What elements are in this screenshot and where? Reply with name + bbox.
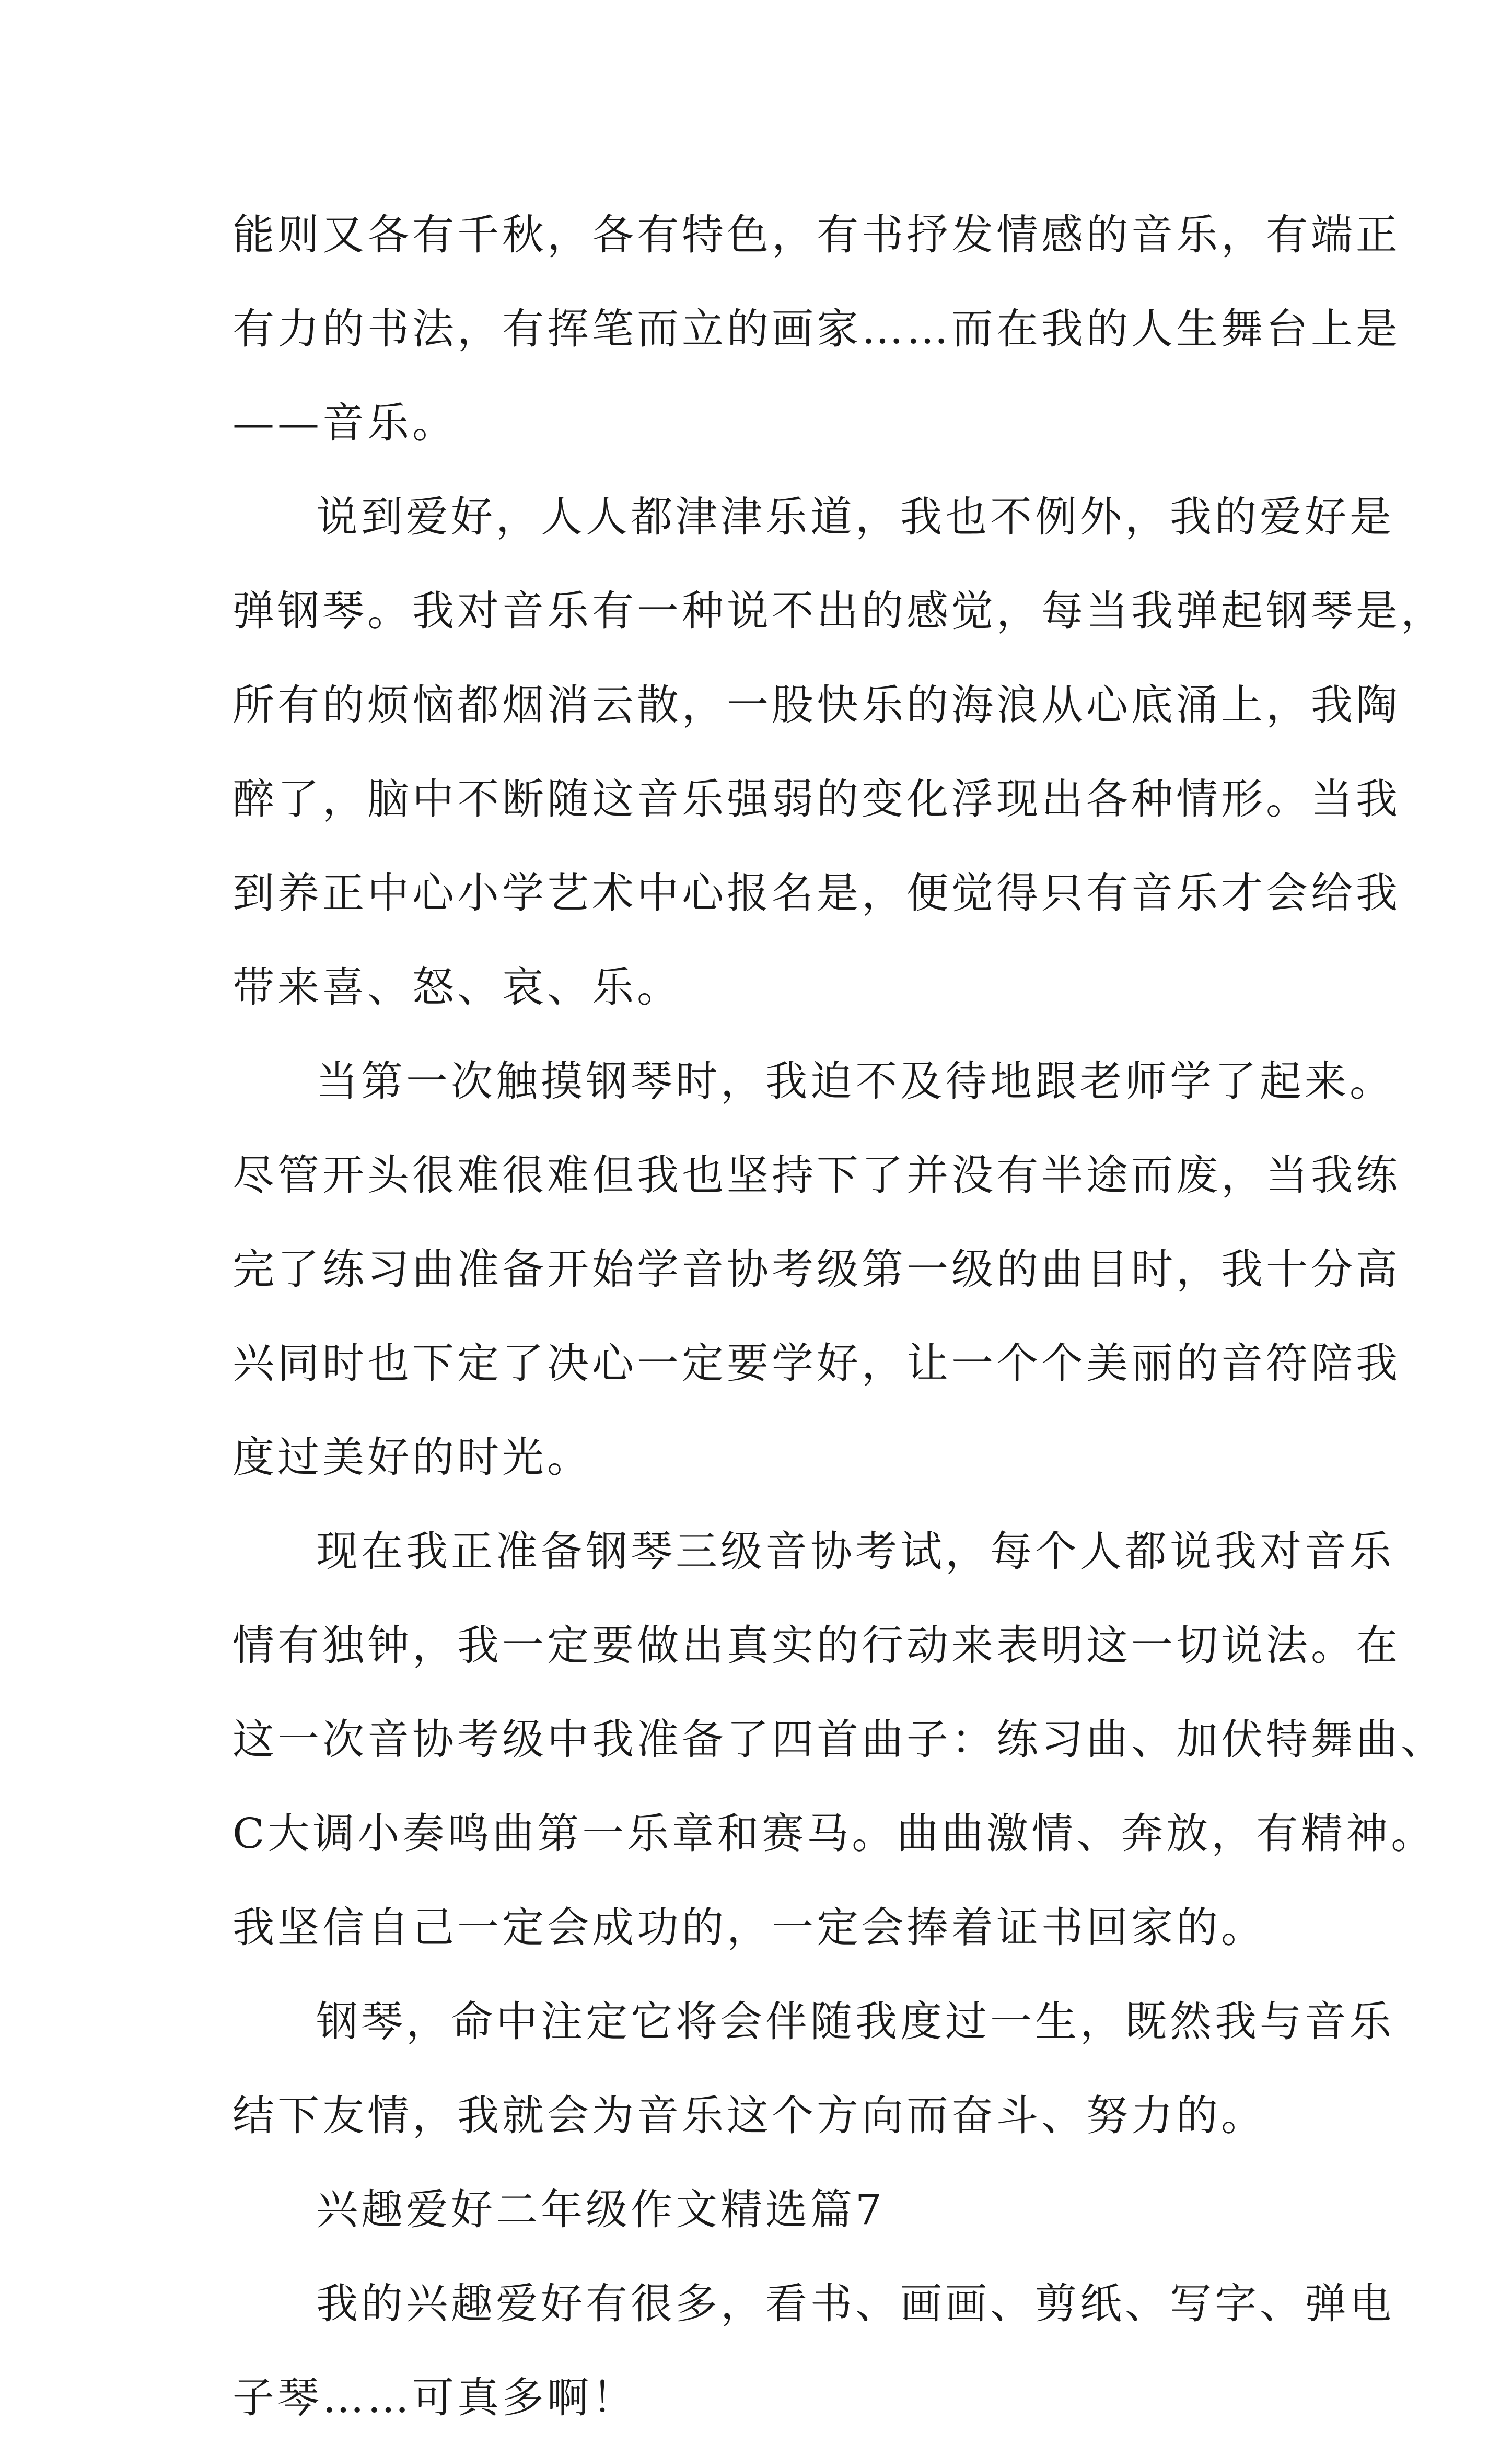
text-line: 醉了，脑中不断随这音乐强弱的变化浮现出各种情形。当我 (232, 775, 1401, 823)
section-heading (232, 2163, 1298, 2257)
text-line: 度过美好的时光。 (232, 1433, 592, 1482)
text-line: 情有独钟，我一定要做出真实的行动来表明这一切说法。在 (232, 1621, 1401, 1670)
paragraph (232, 470, 1446, 1034)
text-line: 能则又各有千秋，各有特色，有书抒发情感的音乐，有端正 (232, 211, 1401, 259)
text-line: 带来喜、怒、哀、乐。 (232, 963, 682, 1011)
text-line: 现在我正准备钢琴三级音协考试，每个人都说我对音乐 (316, 1527, 1394, 1576)
text-line: 说到爱好，人人都津津乐道，我也不例外，我的爱好是 (316, 493, 1394, 541)
heading-text: 兴趣爱好二年级作文精选篇7 (316, 2185, 885, 2234)
text-line: 钢琴，命中注定它将会伴随我度过一生，既然我与音乐 (316, 1997, 1394, 2046)
text-line: ——音乐。 (232, 399, 457, 447)
text-line: 尽管开头很难很难但我也坚持下了并没有半途而废，当我练 (232, 1151, 1401, 1200)
text-line: 子琴……可真多啊！ (232, 2373, 637, 2422)
text-line: 我坚信自己一定会成功的，一定会捧着证书回家的。 (232, 1903, 1266, 1952)
paragraph (232, 188, 1401, 470)
text-line: C大调小奏鸣曲第一乐章和赛马。曲曲激情、奔放，有精神。 (232, 1809, 1436, 1858)
paragraph (232, 2257, 1394, 2445)
text-line: 我的兴趣爱好有很多，看书、画画、剪纸、写字、弹电 (316, 2279, 1394, 2328)
body-text (232, 188, 1446, 2445)
paragraph (232, 1505, 1446, 1975)
text-line: 结下友情，我就会为音乐这个方向而奋斗、努力的。 (232, 2091, 1266, 2140)
text-line: 有力的书法，有挥笔而立的画家……而在我的人生舞台上是 (232, 305, 1401, 353)
paragraph (232, 1975, 1394, 2163)
paragraph (232, 1034, 1401, 1505)
text-line: 这一次音协考级中我准备了四首曲子：练习曲、加伏特舞曲、 (232, 1715, 1446, 1764)
text-line: 兴同时也下定了决心一定要学好，让一个个美丽的音符陪我 (232, 1339, 1401, 1388)
text-line: 弹钢琴。我对音乐有一种说不出的感觉，每当我弹起钢琴是， (232, 587, 1446, 635)
text-line: 当第一次触摸钢琴时，我迫不及待地跟老师学了起来。 (316, 1057, 1394, 1105)
text-line: 所有的烦恼都烟消云散，一股快乐的海浪从心底涌上，我陶 (232, 681, 1401, 729)
text-line: 到养正中心小学艺术中心报名是，便觉得只有音乐才会给我 (232, 869, 1401, 917)
text-line: 完了练习曲准备开始学音协考级第一级的曲目时，我十分高 (232, 1245, 1401, 1294)
